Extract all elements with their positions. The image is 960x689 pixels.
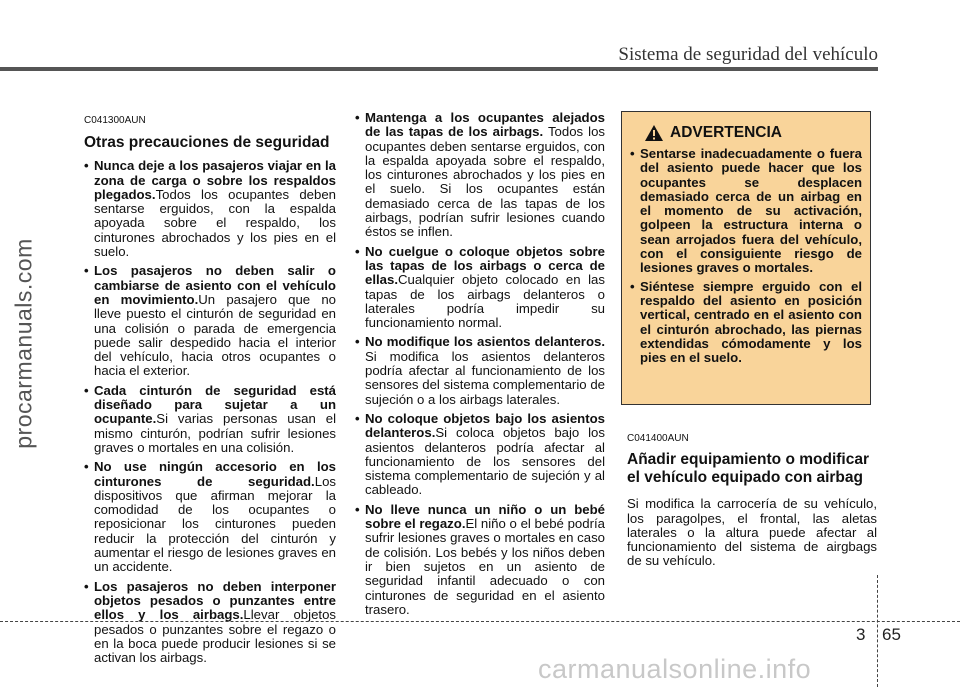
- precautions-list: [84, 159, 336, 665]
- warning-header: [644, 124, 862, 142]
- item-text: Todos los ocupantes deben sentarse erguidos, con la espalda apoyada sobre el respaldo, los cinturones abrochados y los pies en el suelo.: [94, 186, 336, 260]
- chapter-number: 3: [856, 625, 866, 644]
- item-lead: No lleve nunca un niño o un bebé sobre el regazo.: [365, 501, 605, 532]
- item-text: El niño o el bebé podría sufrir lesiones graves o mortales en caso de colisión. Los bebés y los niños deben ir bien sujetos en un asiento de seguridad infantil adecuado o con cinturones de seguridad en el asiento trasero.: [365, 516, 605, 617]
- section-title: Otras precauciones de seguridad: [84, 134, 330, 152]
- item-text: Si varias personas usan el mismo cinturón, podrían sufrir lesiones graves o mortales en una colisión.: [94, 411, 336, 455]
- item-lead: No use ningún accesorio en los cinturones de seguridad.: [94, 459, 336, 489]
- list-item: [84, 580, 336, 666]
- page-number: 65: [882, 625, 901, 644]
- item-text: Llevar objetos pesados o punzantes sobre el regazo o en la boca puede producir lesiones si se activan los airbags.: [94, 607, 336, 666]
- middle-column: [355, 111, 605, 622]
- side-watermark: procarmanuals.com: [10, 238, 37, 449]
- header-rule: [0, 67, 878, 71]
- list-item: [84, 159, 336, 259]
- list-item: [355, 111, 605, 240]
- section-title: Añadir equipamiento o modificar el vehículo equipado con airbag: [627, 451, 869, 487]
- list-item: [355, 335, 605, 406]
- warning-box: [621, 111, 871, 405]
- item-text: Cualquier objeto colocado en las tapas de los airbags delanteros o laterales podría impedir su funcionamiento normal.: [365, 272, 605, 331]
- warning-triangle-icon: [644, 124, 664, 142]
- list-item: [84, 460, 336, 574]
- list-item: [355, 245, 605, 331]
- item-lead: No modifique los asientos delanteros.: [365, 334, 605, 350]
- list-item: [84, 384, 336, 455]
- item-lead: Los pasajeros no deben interponer objetos pesados o punzantes entre ellos y los airbags.: [94, 578, 336, 623]
- item-lead: Mantenga a los ocupantes alejados de las tapas de los airbags.: [365, 110, 605, 140]
- item-text: Los dispositivos que afirman mejorar la comodidad de los ocupantes o reposicionar los cinturones pueden reducir la protección del cinturón y aumentar el riesgo de lesiones graves en un accidente.: [94, 473, 336, 575]
- list-item: [355, 412, 605, 498]
- left-column: [84, 108, 336, 670]
- precautions-list-continued: [355, 111, 605, 617]
- list-item: [84, 264, 336, 378]
- footer-rule: [0, 621, 960, 622]
- right-column: [627, 108, 877, 569]
- page-header-title: Sistema de seguridad del vehículo: [618, 44, 878, 65]
- item-text: Si modifica los asientos delanteros podría afectar al funcionamiento de los sensores del sistema complementario de sujeción o a los airbags laterales.: [365, 348, 605, 407]
- item-lead: Nunca deje a los pasajeros viajar en la zona de carga o sobre los respaldos plegados.: [94, 158, 336, 202]
- warning-item: • Sentarse inadecuadamente o fuera del asiento puede hacer que los ocupantes se desplacen demasiado cerca de un airbag en el momento de su activación, golpeen la estructura interna o sean arrojados fuera del vehículo, con el consiguiente riesgo de lesiones graves o mortales.: [630, 147, 862, 276]
- item-lead: No cuelgue o coloque objetos sobre las tapas de los airbags o cerca de ellas.: [365, 243, 605, 288]
- bottom-watermark: carmanualsonline.info: [538, 654, 812, 684]
- section-code: C041300AUN: [84, 115, 146, 126]
- item-lead: Cada cinturón de seguridad está diseñado para sujetar a un ocupante.: [94, 382, 336, 427]
- item-text: Si coloca objetos bajo los asientos delanteros podría afectar al funcionamiento de los sensores del sistema complementario de sujeción y al cableado.: [365, 425, 605, 498]
- item-lead: No coloque objetos bajo los asientos delanteros.: [365, 410, 605, 441]
- item-lead: Los pasajeros no deben salir o cambiarse de asiento con el vehículo en movimiento.: [94, 263, 336, 307]
- warning-title: ADVERTENCIA: [670, 123, 782, 141]
- warning-list: [630, 147, 862, 365]
- item-text: Todos los ocupantes deben sentarse erguidos, con la espalda apoyada sobre el respaldo, los cinturones abrochados y los pies en el suelo. Si los ocupantes están demasiado cerca de las tapas de los airbags, podrían sufrir lesiones cuando éstos se inflen.: [365, 124, 605, 240]
- warning-item: • Siéntese siempre erguido con el respaldo del asiento en posición vertical, centrado en el asiento con el cinturón abrochado, las piernas extendidas cómodamente y los pies en el suelo.: [630, 280, 862, 366]
- page-divider-line: [877, 575, 878, 687]
- section-code: C041400AUN: [627, 433, 689, 444]
- list-item: [355, 503, 605, 617]
- section-body: Si modifica la carrocería de su vehículo, los paragolpes, el frontal, las aletas laterales o la altura puede afectar al funcionamiento del sistema de airgbags de su vehículo.: [627, 496, 877, 569]
- item-text: Un pasajero que no lleve puesto el cinturón de seguridad en una colisión o parada de emergencia puede salir despedido hacia el interior del vehículo, hacia otros ocupantes o hacia el exterior.: [94, 291, 336, 379]
